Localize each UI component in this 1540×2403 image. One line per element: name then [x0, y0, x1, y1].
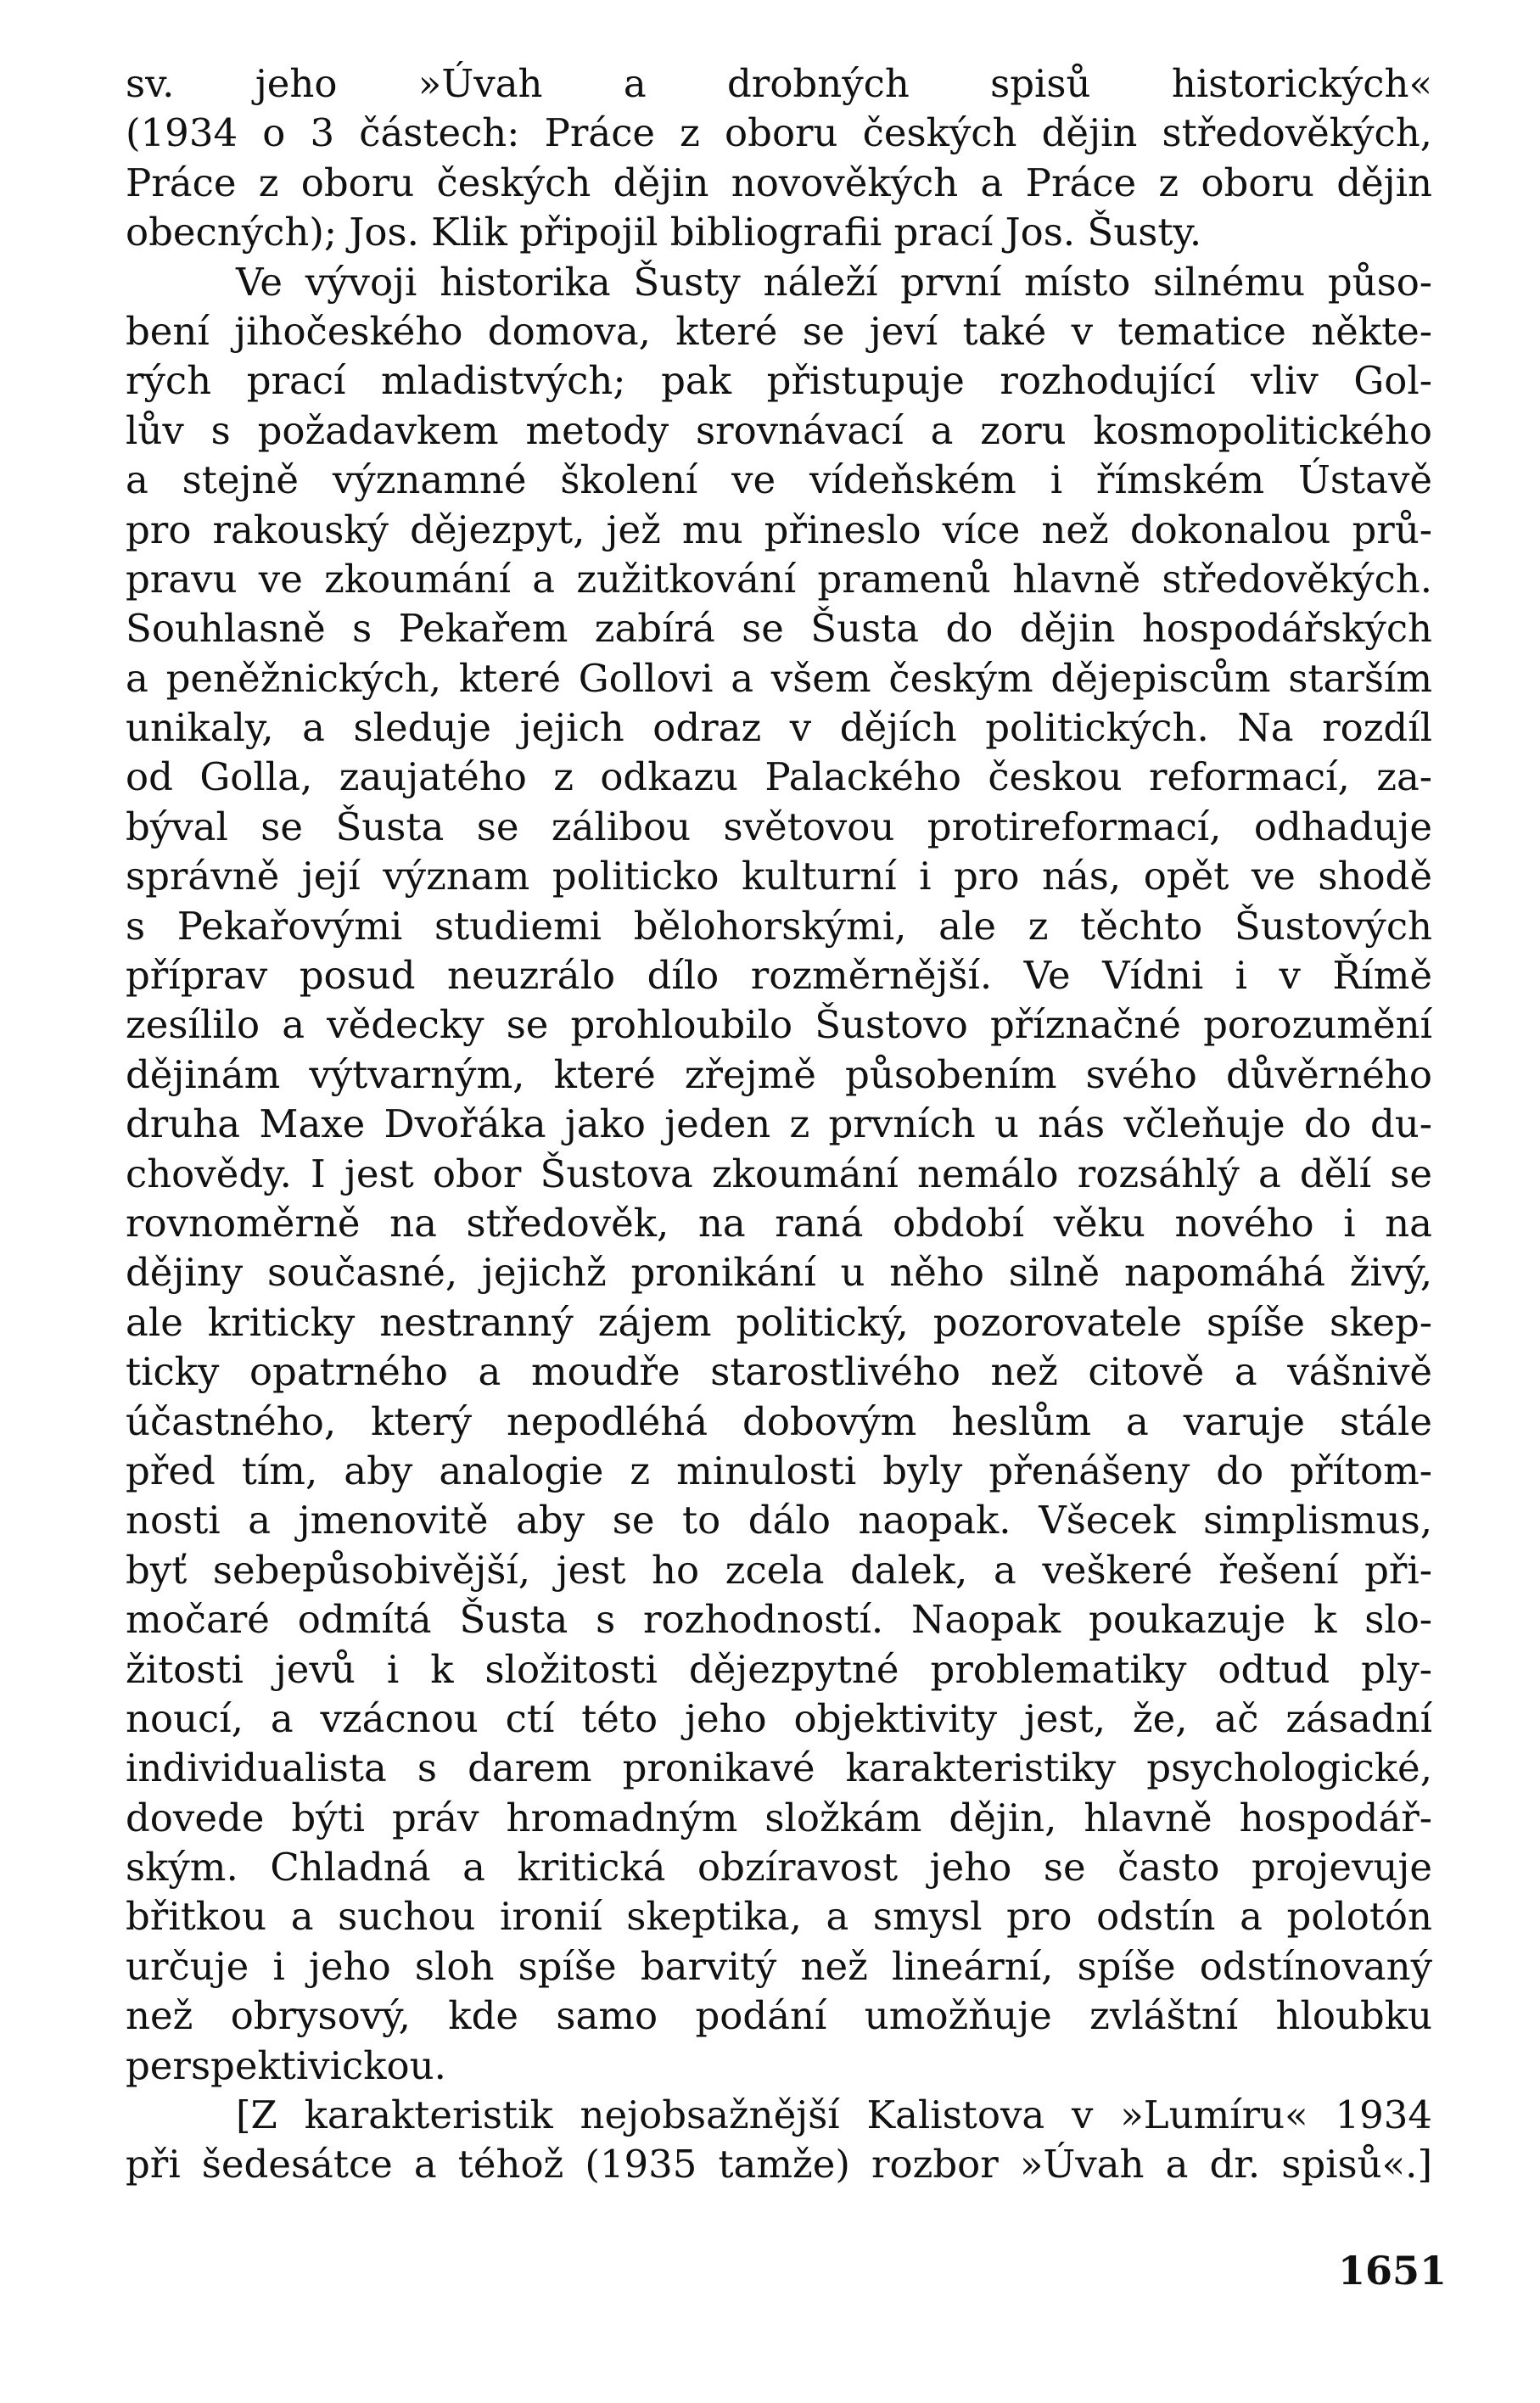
text-line: Ve vývoji historika Šusty náleží první místo silnému půso- [236, 259, 1432, 305]
text-line: od Golla, zaujatého z odkazu Palackého českou reformací, za- [126, 754, 1432, 800]
text-line: [Z karakteristik nejobsažnější Kalistova v »Lumíru« 1934 [236, 2092, 1432, 2138]
text-line: byť sebepůsobivější, jest ho zcela dalek, a veškeré řešení při- [126, 1547, 1432, 1593]
text-line: chovědy. I jest obor Šustova zkoumání nemálo rozsáhlý a dělí se [126, 1151, 1432, 1196]
text-line: ale kriticky nestranný zájem politický, pozorovatele spíše skep- [126, 1299, 1432, 1345]
text-line: dějiny současné, jejichž pronikání u něho silně napomáhá živý, [126, 1250, 1432, 1296]
text-line: určuje i jeho sloh spíše barvitý než lineární, spíše odstínovaný [126, 1943, 1432, 1989]
text-line: bení jihočeského domova, které se jeví také v tematice někte- [126, 308, 1432, 354]
text-line: dovede býti práv hromadným složkám dějin, hlavně hospodář- [126, 1795, 1432, 1840]
document-page [126, 59, 1432, 2190]
text-line: obecných); Jos. Klik připojil bibliografii prací Jos. Šusty. [126, 210, 1202, 255]
text-line: pravu ve zkoumání a zužitkování pramenů hlavně středověkých. [126, 556, 1432, 602]
text-line: s Pekařovými studiemi bělohorskými, ale z těchto Šustových [126, 903, 1432, 949]
text-line: unikaly, a sleduje jejich odraz v dějích politických. Na rozdíl [126, 705, 1432, 751]
text-line: lův s požadavkem metody srovnávací a zoru kosmopolitického [126, 407, 1432, 453]
text-line: býval se Šusta se zálibou světovou protireformací, odhaduje [126, 804, 1432, 849]
text-line: individualista s darem pronikavé karakteristiky psychologické, [126, 1745, 1432, 1791]
text-line: ticky opatrného a moudře starostlivého než citově a vášnivě [126, 1349, 1432, 1395]
text-line: ským. Chladná a kritická obzíravost jeho se často projevuje [126, 1845, 1432, 1890]
text-line: perspektivickou. [126, 2042, 446, 2088]
text-line: rých prací mladistvých; pak přistupuje rozhodující vliv Gol- [126, 358, 1432, 404]
text-line: příprav posud neuzrálo dílo rozměrnější. Ve Vídni i v Římě [126, 953, 1432, 999]
text-line: sv. jeho »Úvah a drobných spisů historických« [126, 61, 1432, 106]
text-line: správně její význam politicko kulturní i pro nás, opět ve shodě [126, 854, 1432, 899]
text-line: břitkou a suchou ironií skeptika, a smysl pro odstín a polotón [126, 1894, 1432, 1940]
text-line: Souhlasně s Pekařem zabírá se Šusta do dějin hospodářských [126, 606, 1432, 652]
text-line: druha Maxe Dvořáka jako jeden z prvních u nás včleňuje do du- [126, 1101, 1432, 1147]
text-line: dějinám výtvarným, které zřejmě působením svého důvěrného [126, 1051, 1432, 1097]
text-line: (1934 o 3 částech: Práce z oboru českých dějin středověkých, [126, 110, 1432, 156]
text-line: před tím, aby analogie z minulosti byly přenášeny do přítom- [126, 1448, 1432, 1493]
text-line: než obrysový, kde samo podání umožňuje zvláštní hloubku [126, 1993, 1432, 2039]
page-number: 1651 [1338, 2248, 1448, 2294]
text-line: rovnoměrně na středověk, na raná období věku nového i na [126, 1200, 1432, 1246]
text-line: zesílilo a vědecky se prohloubilo Šustovo příznačné porozumění [126, 1002, 1432, 1048]
text-line: pro rakouský dějezpyt, jež mu přineslo více než dokonalou prů- [126, 507, 1432, 552]
text-line: žitosti jevů i k složitosti dějezpytné problematiky odtud ply- [126, 1646, 1432, 1692]
text-line: Práce z oboru českých dějin novověkých a Práce z oboru dějin [126, 160, 1432, 205]
text-line: při šedesátce a téhož (1935 tamže) rozbor »Úvah a dr. spisů«.] [126, 2142, 1432, 2187]
text-line: noucí, a vzácnou ctí této jeho objektivity jest, že, ač zásadní [126, 1695, 1432, 1741]
text-line: nosti a jmenovitě aby se to dálo naopak. Všecek simplismus, [126, 1498, 1432, 1543]
text-line: a peněžnických, které Gollovi a všem českým dějepiscům starším [126, 655, 1432, 701]
text-line: účastného, který nepodléhá dobovým heslům a varuje stále [126, 1398, 1432, 1444]
text-line: a stejně významné školení ve vídeňském i římském Ústavě [126, 457, 1432, 503]
text-line: močaré odmítá Šusta s rozhodností. Naopak poukazuje k slo- [126, 1597, 1432, 1643]
